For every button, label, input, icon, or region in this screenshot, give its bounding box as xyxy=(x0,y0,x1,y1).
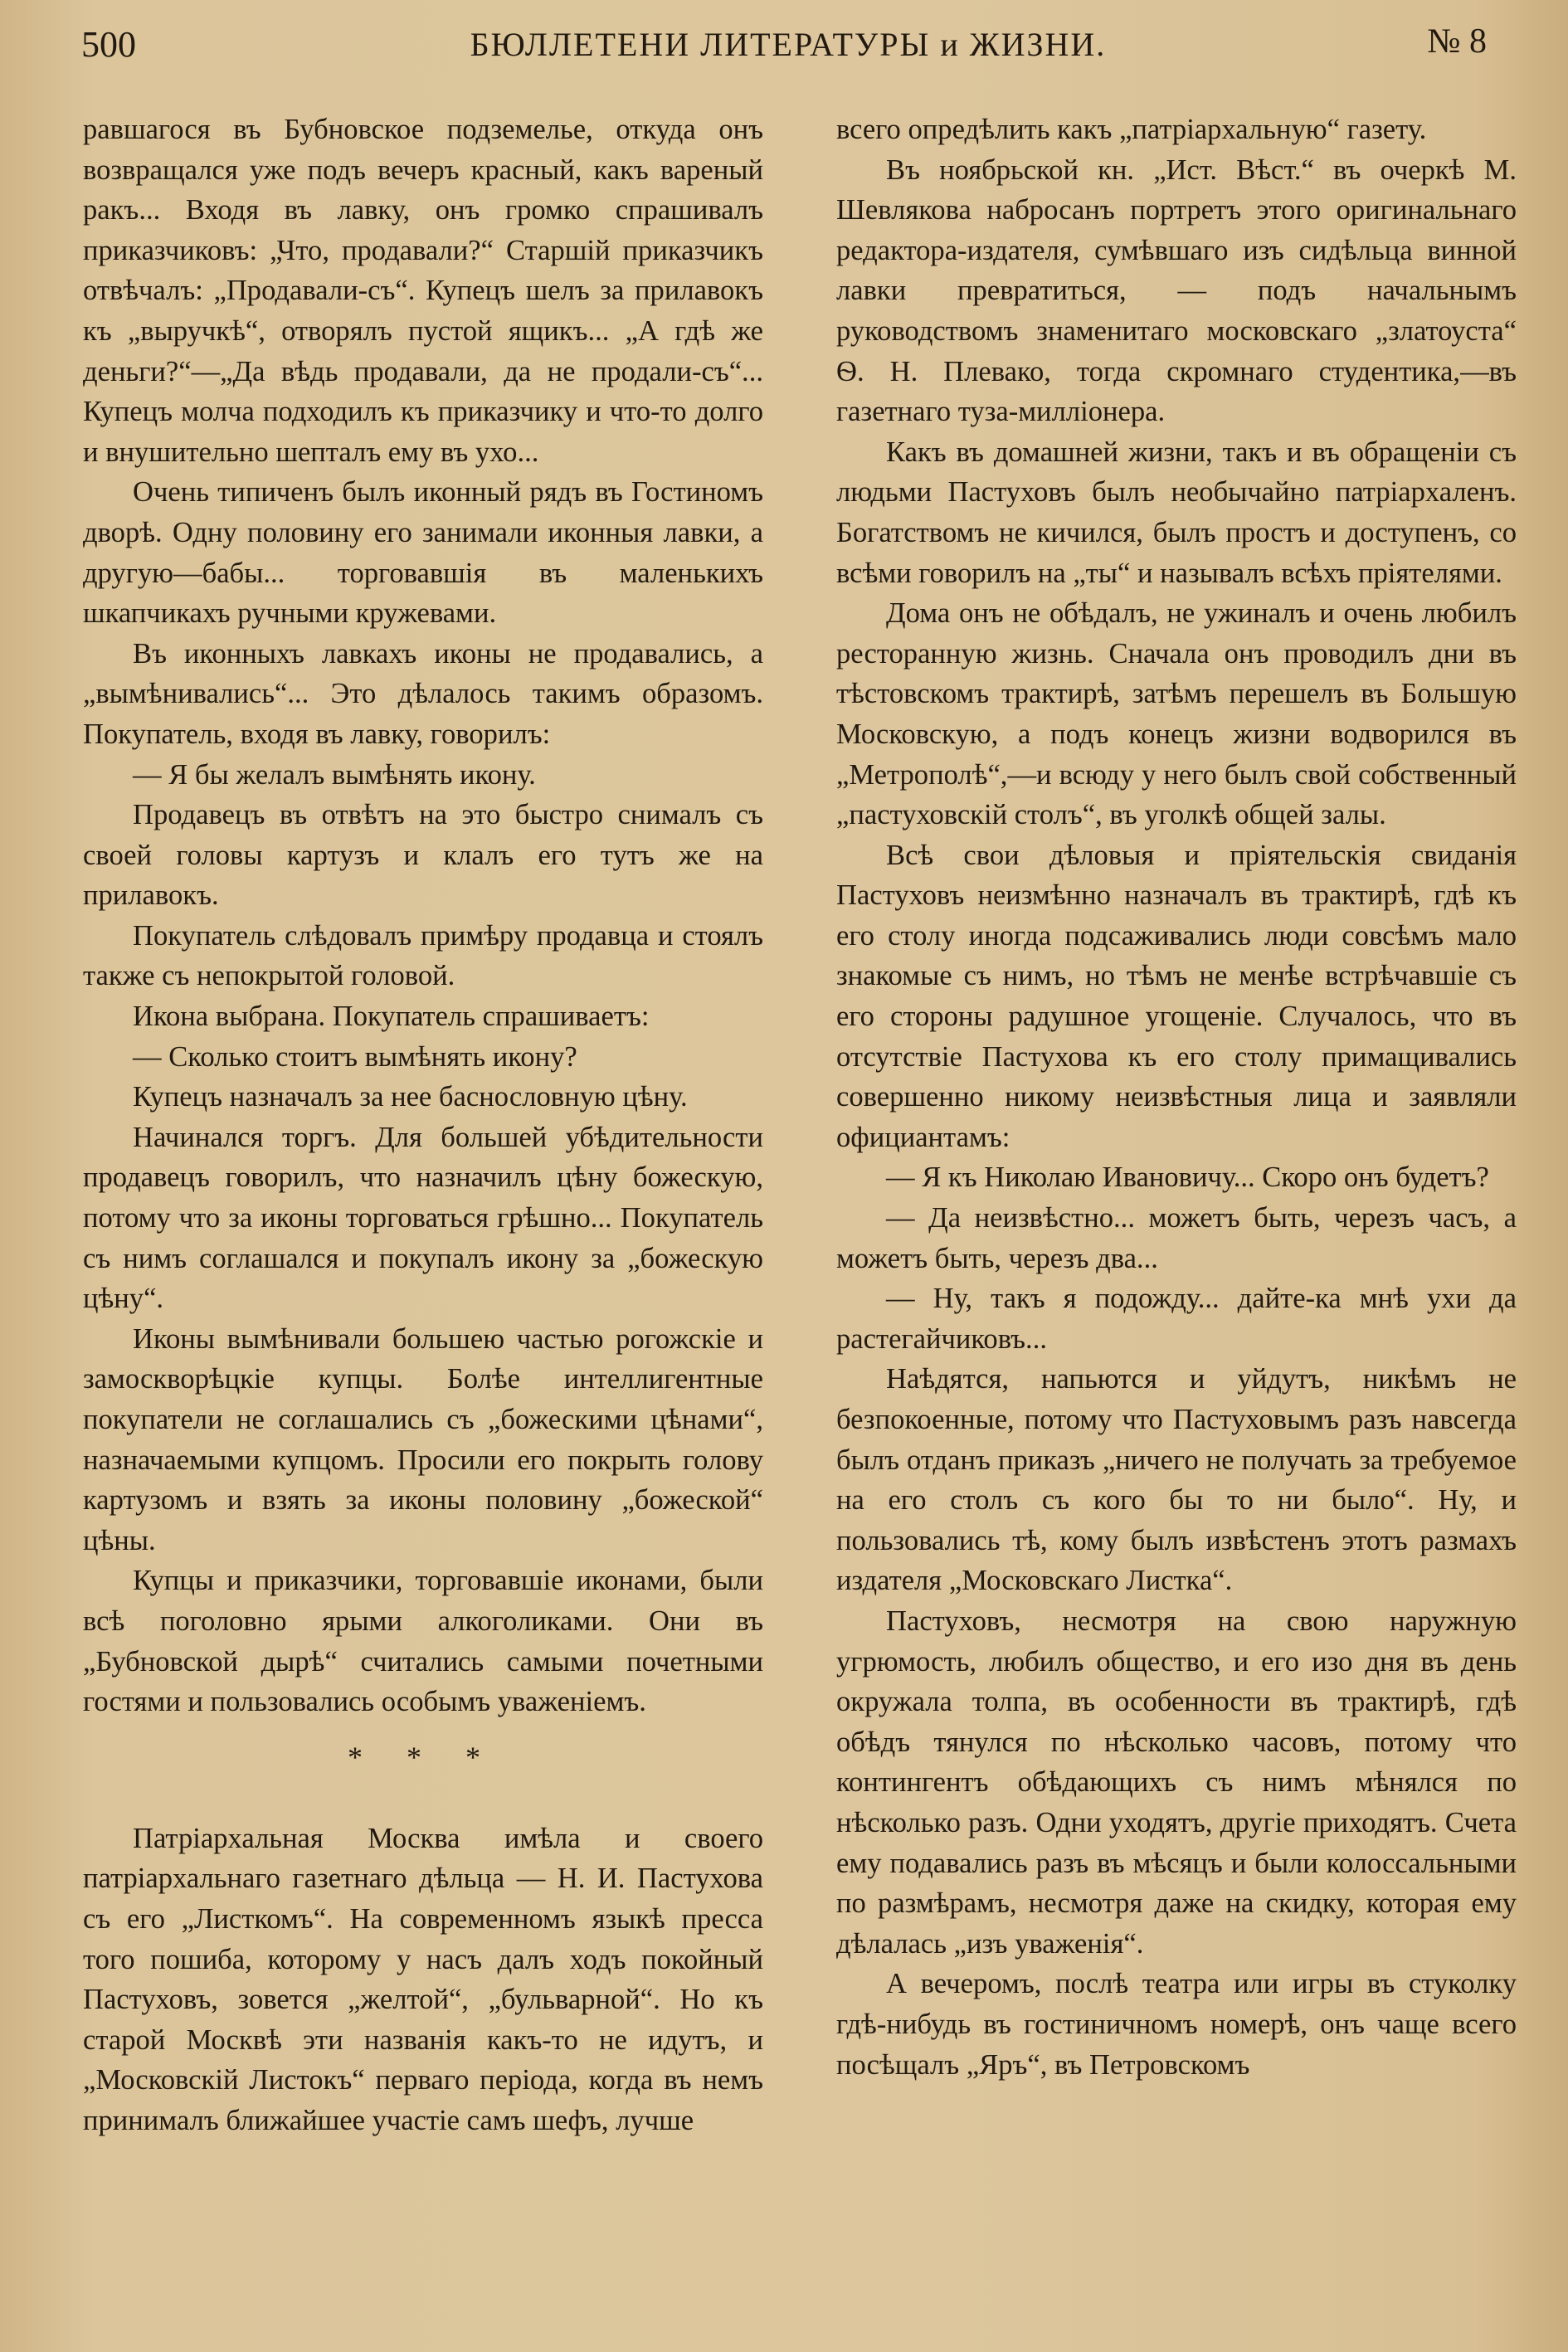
dialogue-line: — Да неизвѣстно... можетъ быть, черезъ часъ, а можетъ быть, черезъ два... xyxy=(836,1202,1517,1274)
running-title: БЮЛЛЕТЕНИ ЛИТЕРАТУРЫ и ЖИЗНИ. xyxy=(470,26,1107,63)
paragraph: Въ ноябрьской кн. „Ист. Вѣст.“ въ очеркѣ М. Шевлякова набросанъ портретъ этого оригинальнаго редактора-издателя, сумѣвшаго изъ сидѣльца винной лавки превратиться, — подъ начальнымъ руководствомъ знаменитаго московскаго „златоуста“ Ѳ. Н. Плевако, тогда скромнаго студентика,—въ газетнаго туза-милліонера. xyxy=(836,153,1517,428)
page-number: 500 xyxy=(81,24,136,65)
issue-number: № 8 xyxy=(1427,22,1487,61)
paragraph: А вечеромъ, послѣ театра или игры въ стуколку гдѣ-нибудь въ гостиничномъ номерѣ, онъ чаще всего посѣщалъ „Яръ“, въ Петровскомъ xyxy=(836,1968,1517,2081)
section-break-asterism: * * * xyxy=(348,1740,499,1774)
paragraph: Покупатель слѣдовалъ примѣру продавца и стоялъ также съ непокрытой головой. xyxy=(83,919,763,992)
paragraph: Иконы вымѣнивали большею частью рогожскіе и замоскворѣцкіе купцы. Болѣе интеллигентные покупатели не соглашались съ „божескими цѣнами“, назначаемыми купцомъ. Просили его покрыть голову картузомъ и взять за иконы половину „божеской“ цѣны. xyxy=(83,1322,763,1556)
paragraph: Икона выбрана. Покупатель спрашиваетъ: xyxy=(133,1001,650,1033)
paragraph: Дома онъ не обѣдалъ, не ужиналъ и очень любилъ ресторанную жизнь. Сначала онъ проводилъ дни въ тѣстовскомъ трактирѣ, затѣмъ перешелъ въ Большую Московскую, а подъ конецъ жизни водворился въ „Метрополѣ“,—и всюду у него былъ свой собственный „пастуховскій столъ“, въ уголкѣ общей залы. xyxy=(836,597,1517,831)
dialogue-line: — Сколько стоитъ вымѣнять икону? xyxy=(133,1040,577,1073)
paragraph: Наѣдятся, напьются и уйдутъ, никѣмъ не безпокоенные, потому что Пастуховымъ разъ навсегда былъ отданъ приказъ „ничего не получать за требуемое на его столъ съ кого бы то ни было“. Ну, и пользовались тѣ, кому былъ извѣстенъ этотъ размахъ издателя „Московскаго Листка“. xyxy=(836,1363,1517,1597)
left-column xyxy=(83,110,763,2141)
dialogue-line: — Я къ Николаю Ивановичу... Скоро онъ будетъ? xyxy=(886,1161,1489,1194)
dialogue-line: — Ну, такъ я подожду... дайте-ка мнѣ ухи да растегайчиковъ... xyxy=(836,1283,1517,1355)
paragraph: Купецъ назначалъ за нее баснословную цѣну. xyxy=(133,1081,688,1113)
paragraph: Какъ въ домашней жизни, такъ и въ обращеніи съ людьми Пастуховъ былъ необычайно патріархаленъ. Богатствомъ не кичился, былъ простъ и доступенъ, со всѣми говорилъ на „ты“ и называлъ всѣхъ пріятелями. xyxy=(836,436,1517,589)
dialogue-line: — Я бы желалъ вымѣнять икону. xyxy=(133,758,536,791)
page-header xyxy=(0,18,1568,68)
paragraph: Начинался торгъ. Для большей убѣдительности продавецъ говорилъ, что назначилъ цѣну божескую, потому что за иконы торговаться грѣшно... Покупатель съ нимъ соглашался и покупалъ икону за „божескую цѣну“. xyxy=(83,1121,763,1315)
paragraph: равшагося въ Бубновское подземелье, откуда онъ возвращался уже подъ вечеръ красный, какъ вареный ракъ... Входя въ лавку, онъ громко спрашивалъ приказчиковъ: „Что, продавали?“ Старшій приказчикъ отвѣчалъ: „Продавали-съ“. Купецъ шелъ за прилавокъ къ „выручкѣ“, отворялъ пустой ящикъ... „А гдѣ же деньги?“—„Да вѣдь продавали, да не продали-съ“... Купецъ молча подходилъ къ приказчику и что-то долго и внушительно шепталъ ему въ ухо... xyxy=(83,114,763,468)
paragraph: Продавецъ въ отвѣтъ на это быстро снималъ съ своей головы картузъ и клалъ его тутъ же на прилавокъ. xyxy=(83,799,763,912)
paragraph: всего опредѣлить какъ „патріархальную“ газету. xyxy=(836,114,1427,145)
paragraph: Пастуховъ, несмотря на свою наружную угрюмость, любилъ общество, и его изо дня въ день окружала толпа, въ особенности въ трактирѣ, гдѣ обѣдъ тянулся по нѣсколько часовъ, потому что контингентъ обѣдающихъ съ нимъ мѣнялся по нѣсколько разъ. Одни уходятъ, другіе приходятъ. Счета ему подавались разъ въ мѣсяцъ и были колоссальными по размѣрамъ, несмотря даже на скидку, которая ему дѣлалась „изъ уваженія“. xyxy=(836,1605,1517,1960)
paragraph: Патріархальная Москва имѣла и своего патріархальнаго газетнаго дѣльца — Н. И. Пастухова съ его „Листкомъ“. На современномъ языкѣ пресса того пошиба, которому у насъ далъ ходъ покойный Пастуховъ, зовется „желтой“, „бульварной“. Но къ старой Москвѣ эти названія какъ-то не идутъ, и „Московскій Листокъ“ перваго періода, когда въ немъ принималъ ближайшее участіе самъ шефъ, лучше xyxy=(83,1822,763,2136)
paragraph: Очень типиченъ былъ иконный рядъ въ Гостиномъ дворѣ. Одну половину его занимали иконныя лавки, а другую—бабы... торговавшія въ маленькихъ шкапчикахъ ручными кружевами. xyxy=(83,476,763,630)
paragraph: Всѣ свои дѣловыя и пріятельскія свиданія Пастуховъ неизмѣнно назначалъ въ трактирѣ, гдѣ къ его столу иногда подсаживались люди совсѣмъ мало знакомые съ нимъ, но тѣмъ не менѣе встрѣчавшіе съ его стороны радушное угощеніе. Случалось, что въ отсутствіе Пастухова къ его столу примащивались совершенно никому неизвѣстныя лица и заявляли официантамъ: xyxy=(836,839,1517,1153)
right-column xyxy=(836,110,1517,2085)
paragraph: Въ иконныхъ лавкахъ иконы не продавались, а „вымѣнивались“... Это дѣлалось такимъ образомъ. Покупатель, входя въ лавку, говорилъ: xyxy=(83,637,763,750)
paragraph: Купцы и приказчики, торговавшіе иконами, были всѣ поголовно ярыми алкоголиками. Они въ „Бубновской дырѣ“ считались самыми почетными гостями и пользовались особымъ уваженіемъ. xyxy=(83,1565,763,1718)
